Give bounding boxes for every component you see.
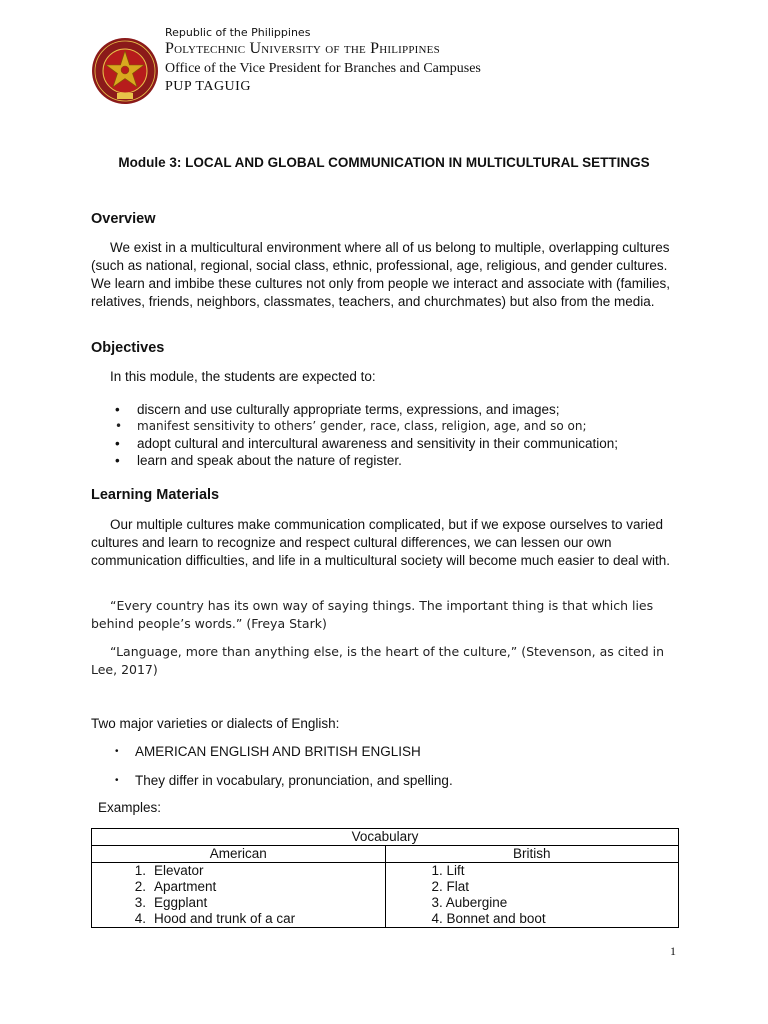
varieties-intro: Two major varieties or dialects of English: xyxy=(91,716,340,731)
table-row xyxy=(92,879,385,895)
american-list xyxy=(92,863,385,927)
table-caption: Vocabulary xyxy=(92,829,679,846)
american-term: Eggplant xyxy=(154,895,208,910)
learning-materials-paragraph: Our multiple cultures make communication complicated, but if we expose ourselves to varied cultures and learn to recognize and respect cultural differences, we can lessen our own communication difficulties, and life in a multicultural society will become much easier to deal with. xyxy=(91,517,671,568)
objectives-heading: Objectives xyxy=(91,340,165,356)
objective-item: • adopt cultural and intercultural awareness and sensitivity in their communication; xyxy=(91,435,618,452)
column-header-american: American xyxy=(92,846,386,863)
republic-label: Republic of the Philippines xyxy=(165,26,311,39)
university-name: Polytechnic University of the Philippines xyxy=(165,40,440,57)
overview-heading: Overview xyxy=(91,211,156,227)
variety-bullet-text: They differ in vocabulary, pronunciation, and spelling. xyxy=(135,773,453,788)
column-header-british: British xyxy=(385,846,679,863)
university-seal-logo xyxy=(91,37,159,105)
office-name: Office of the Vice President for Branches and Campuses xyxy=(165,61,481,76)
table-row xyxy=(92,911,385,927)
page-number: 1 xyxy=(670,944,676,958)
objective-item: • learn and speak about the nature of register. xyxy=(91,452,618,469)
variety-bullet-text: AMERICAN ENGLISH AND BRITISH ENGLISH xyxy=(135,744,421,759)
quote-stevenson: “Language, more than anything else, is the heart of the culture,” (Stevenson, as cited in Lee, 2017) xyxy=(91,644,665,677)
variety-bullet xyxy=(115,744,421,759)
table-row: 4. Bonnet and boot xyxy=(431,911,546,926)
american-term: Elevator xyxy=(154,863,204,878)
quote-freya-stark: “Every country has its own way of saying things. The important thing is that which lies behind people’s words.” (Freya Stark) xyxy=(91,598,654,631)
vocabulary-table xyxy=(91,828,679,928)
campus-name: PUP TAGUIG xyxy=(165,79,251,94)
table-row: 1. Lift xyxy=(431,863,465,878)
american-term: Apartment xyxy=(154,879,217,894)
item-number: 4. xyxy=(134,911,146,926)
table-row xyxy=(92,895,385,911)
learning-materials-heading: Learning Materials xyxy=(91,487,220,503)
examples-label: Examples: xyxy=(98,800,162,815)
american-term: Hood and trunk of a car xyxy=(154,911,296,926)
objective-item: • discern and use culturally appropriate terms, expressions, and images; xyxy=(91,401,618,418)
british-cell xyxy=(385,863,679,928)
item-number: 1. xyxy=(134,863,146,878)
american-cell xyxy=(92,863,386,928)
item-number: 3. xyxy=(134,895,146,910)
objectives-list xyxy=(91,401,618,469)
british-list xyxy=(386,863,679,927)
variety-bullet xyxy=(115,773,453,788)
table-row: 3. Aubergine xyxy=(431,895,508,910)
objectives-intro: In this module, the students are expected to: xyxy=(110,369,376,384)
table-row: 2. Flat xyxy=(431,879,470,894)
overview-paragraph: We exist in a multicultural environment where all of us belong to multiple, overlapping cultures (such as national, regional, social class, ethnic, professional, age, religious, and gender cultures. We learn and imbibe these cultures not only from people we interact and associate with (families, relatives, friends, neighbors, classmates, teachers, and churchmates) but also from the media. xyxy=(91,240,671,309)
objective-item: • manifest sensitivity to others’ gender, race, class, religion, age, and so on; xyxy=(91,418,618,435)
module-title: Module 3: LOCAL AND GLOBAL COMMUNICATION IN MULTICULTURAL SETTINGS xyxy=(118,155,650,170)
table-row xyxy=(92,863,385,879)
item-number: 2. xyxy=(134,879,146,894)
